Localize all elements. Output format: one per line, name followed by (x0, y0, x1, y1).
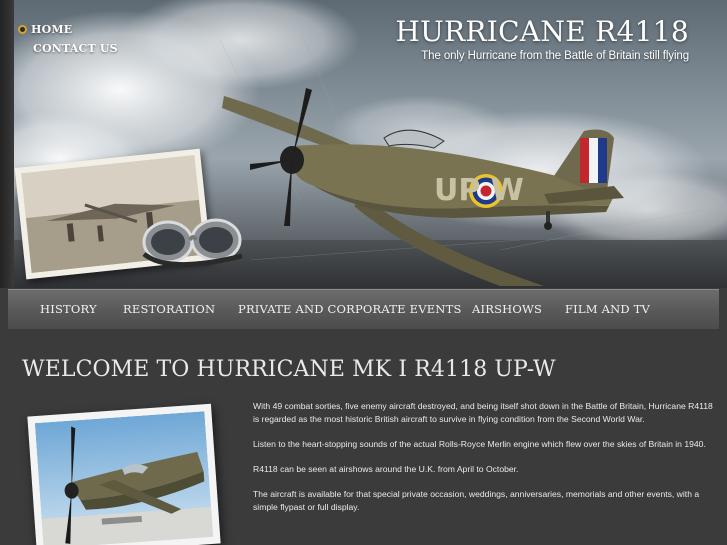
nav-home-link[interactable]: HOME (31, 23, 73, 36)
nav-history[interactable]: HISTORY (40, 302, 97, 316)
nav-private-corporate-events[interactable]: PRIVATE AND CORPORATE EVENTS (238, 302, 462, 316)
intro-paragraph: R4118 can be seen at airshows around the U.K. from April to October. (253, 464, 519, 474)
main-nav (8, 289, 719, 329)
site-subtitle: The only Hurricane from the Battle of Britain still flying (421, 50, 689, 62)
intro-paragraph: Listen to the heart-stopping sounds of the actual Rolls-Royce Merlin engine which flew over the skies of Britain in 1940. (253, 439, 706, 449)
nav-airshows[interactable]: AIRSHOWS (472, 302, 543, 316)
nav-restoration[interactable]: RESTORATION (123, 302, 216, 316)
intro-paragraph: With 49 combat sorties, five enemy aircraft destroyed, and being itself shot down in the Battle of Britain, Hurricane R4118 is regarded as the most historic British aircraft to survive in flying condition from the Second World War. (253, 401, 713, 424)
intro-text (253, 400, 713, 526)
ring-bullet-icon (18, 25, 27, 34)
site-title: HURRICANE R4118 (395, 15, 689, 48)
aircraft-photo (27, 404, 220, 545)
nav-contact-link[interactable]: CONTACT US (33, 42, 118, 55)
hurricane-aircraft (214, 86, 644, 286)
left-edge-strip (0, 0, 14, 288)
main-content (8, 330, 719, 545)
top-nav (18, 20, 118, 58)
aircraft-marking: UP W (434, 173, 524, 208)
intro-paragraph: The aircraft is available for that special private occasion, weddings, anniversaries, memorials and other events, with a simple flypast or full display. (253, 489, 700, 512)
nav-film-and-tv[interactable]: FILM AND TV (565, 302, 651, 316)
site-title-block (395, 16, 689, 62)
page-heading: WELCOME TO HURRICANE MK I R4118 UP-W (22, 357, 556, 382)
